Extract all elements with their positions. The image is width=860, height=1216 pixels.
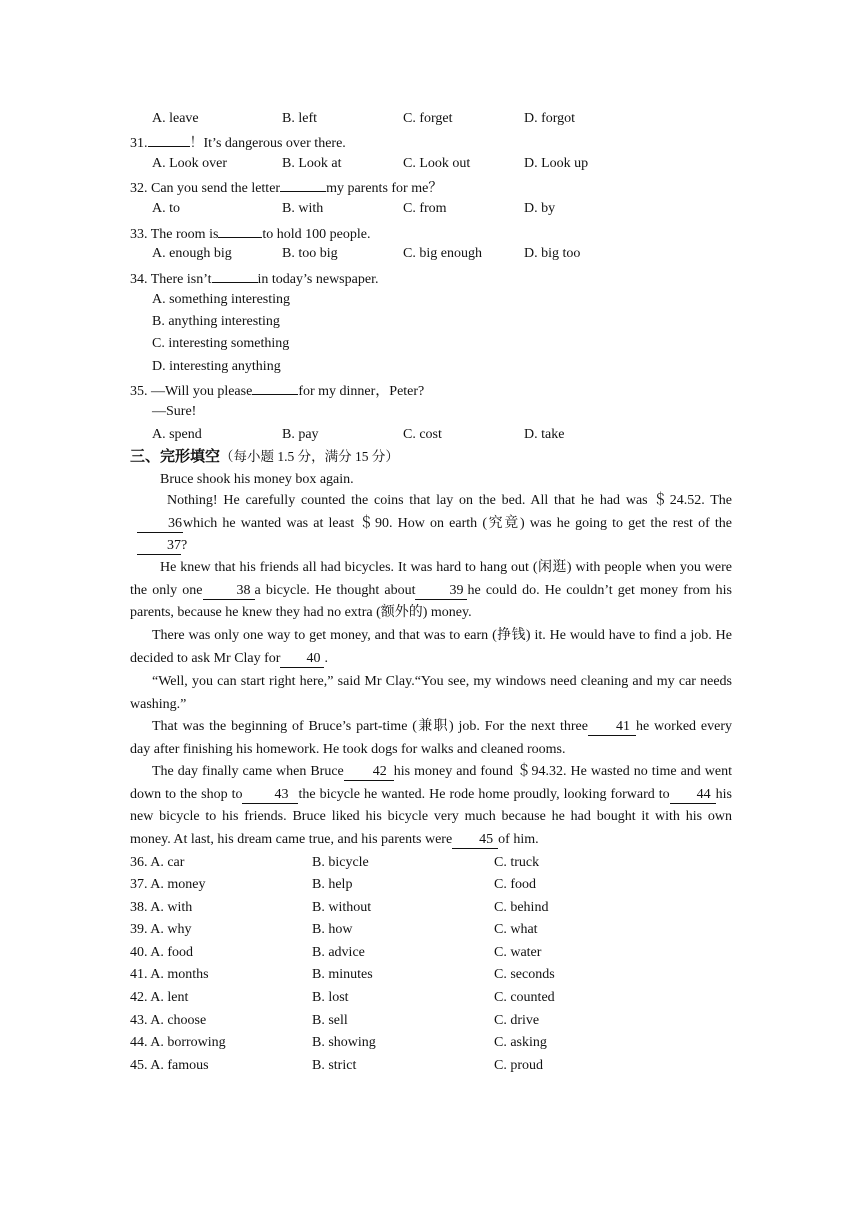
question-number: 33. [130,227,148,242]
q33-option-a: A. enough big [152,246,232,261]
option-c: C. seconds [494,967,555,982]
option-b: B. minutes [312,967,373,982]
q35-option-c: C. cost [403,427,442,442]
blank-43: 43 [242,787,298,804]
passage-text: of him. [498,831,539,847]
q31-option-c: C. Look out [403,156,471,171]
option-a: 42. A. lent [130,990,189,1005]
passage-paragraph-1: Bruce shook his money box again. [160,472,354,487]
q33-option-c: C. big enough [403,246,482,261]
question-text-after: to hold 100 people. [262,227,371,242]
q32-option-c: C. from [403,201,447,216]
option-c: C. what [494,922,538,937]
blank-41: 41 [588,719,636,736]
passage-text: his new bicycle to his friends. Bruce liked his bicycle very much because he had bought it with his own money. At last, his dream came true, and his parents were [130,786,732,847]
q30-option-b: B. left [282,111,317,126]
passage-text: He knew that his friends all had bicycles. It was hard to hang out (闲逛) with people when you were the only one [130,560,732,598]
q31-option-a: A. Look over [152,156,228,171]
option-c: C. drive [494,1013,540,1028]
answer-blank [280,177,326,192]
option-a: 41. A. months [130,967,209,982]
option-b: B. help [312,877,353,892]
question-number: 35. [130,384,148,399]
q30-option-a: A. leave [152,111,199,126]
passage-text: Nothing! He carefully counted the coins that lay on the bed. All that he had was ＄24.52. The [167,493,732,508]
q35-option-a: A. spend [152,427,202,442]
passage-paragraph-6 [130,716,732,761]
blank-45: 45 [452,832,498,849]
passage-text: he worked every day after finishing his homework. He took dogs for walks and cleaned rooms. [130,719,732,757]
option-a: 40. A. food [130,945,193,960]
passage-paragraph-4 [130,625,732,670]
blank-39: 39 [415,583,467,600]
option-b: B. showing [312,1035,376,1050]
blank-42: 42 [344,764,394,781]
answer-blank [252,380,298,395]
question-33 [130,223,371,244]
question-text-after: in today’s newspaper. [257,272,379,287]
option-c: C. water [494,945,542,960]
q33-option-d: D. big too [524,246,581,261]
section-scoring-note: （每小题 1.5 分，满分 15 分） [220,449,399,464]
option-c: C. asking [494,1035,547,1050]
question-text-after: ！It’s dangerous over there. [189,136,346,151]
q32-option-d: D. by [524,201,556,216]
passage-paragraph-2 [137,490,732,558]
option-b: B. bicycle [312,855,369,870]
option-a: 44. A. borrowing [130,1035,226,1050]
option-b: B. sell [312,1013,348,1028]
option-a: 43. A. choose [130,1013,207,1028]
q30-option-c: C. forget [403,111,453,126]
passage-text: which he wanted was at least ＄90. How on earth (究竟) was he going to get the rest of the [183,515,732,531]
passage-paragraph-5: “Well, you can start right here,” said Mr Clay.“You see, my windows need cleaning and my car needs washing.” [130,674,732,712]
answer-blank [212,268,258,283]
option-c: C. food [494,877,536,892]
q33-option-b: B. too big [282,246,338,261]
q34-option-a: A. something interesting [152,292,291,307]
option-b: B. lost [312,990,349,1005]
option-a: 39. A. why [130,922,192,937]
passage-text: The day finally came when Bruce [152,764,344,779]
blank-40: 40 [280,651,324,668]
option-a: 37. A. money [130,877,206,892]
q31-option-b: B. Look at [282,156,342,171]
question-31 [130,132,346,153]
question-35 [130,380,424,401]
question-text-before: The room is [150,227,219,242]
q32-option-a: A. to [152,201,180,216]
passage-text: the bicycle he wanted. He rode home proudly, looking forward to [298,786,670,802]
option-c: C. behind [494,900,549,915]
q32-option-b: B. with [282,201,324,216]
answer-blank [148,132,190,147]
passage-text: ? [181,538,188,554]
option-b: B. how [312,922,353,937]
q35-reply: —Sure! [152,404,197,419]
question-number: 32. [130,181,148,196]
option-a: 38. A. with [130,900,193,915]
passage-text: his money and found ＄94.32. He wasted no time and went down to the shop to [130,764,732,802]
question-number: 31. [130,136,148,151]
option-c: C. truck [494,855,540,870]
blank-44: 44 [670,787,716,804]
section-title: 三、完形填空 [130,447,221,465]
question-34 [130,268,378,289]
blank-38: 38 [203,583,255,600]
option-a: 45. A. famous [130,1058,209,1073]
question-text-before: There isn’t [150,272,212,287]
passage-paragraph-3 [130,557,732,625]
q35-option-b: B. pay [282,427,319,442]
question-text-before: —Will you please [151,384,253,399]
blank-36: 36 [137,516,183,533]
q31-option-d: D. Look up [524,156,589,171]
passage-paragraph-7 [130,761,732,851]
q34-option-b: B. anything interesting [152,314,280,329]
option-b: B. without [312,900,372,915]
passage-text: a bicycle. He thought about [254,582,416,598]
option-a: 36. A. car [130,855,185,870]
answer-blank [218,223,262,238]
passage-text: he could do. He couldn’t get money from his parents, because he knew they had no extra (额外的) money. [130,582,732,621]
section-heading [130,445,399,466]
passage-text: That was the beginning of Bruce’s part-time (兼职) job. For the next three [152,719,588,734]
q30-option-d: D. forgot [524,111,576,126]
question-text-after: for my dinner，Peter? [298,384,425,399]
q35-option-d: D. take [524,427,565,442]
question-32 [130,177,442,198]
passage-text: . [324,650,328,666]
passage-text: There was only one way to get money, and that was to earn (挣钱) it. He would have to find a job. He decided to ask Mr Clay for [130,628,732,666]
option-b: B. strict [312,1058,357,1073]
blank-37: 37 [137,538,181,555]
q34-option-d: D. interesting anything [152,359,281,374]
question-text-after: my parents for me？ [326,181,443,196]
question-text-before: Can you send the letter [151,181,281,196]
option-b: B. advice [312,945,365,960]
option-c: C. proud [494,1058,543,1073]
q34-option-c: C. interesting something [152,336,290,351]
option-c: C. counted [494,990,555,1005]
question-number: 34. [130,272,148,287]
